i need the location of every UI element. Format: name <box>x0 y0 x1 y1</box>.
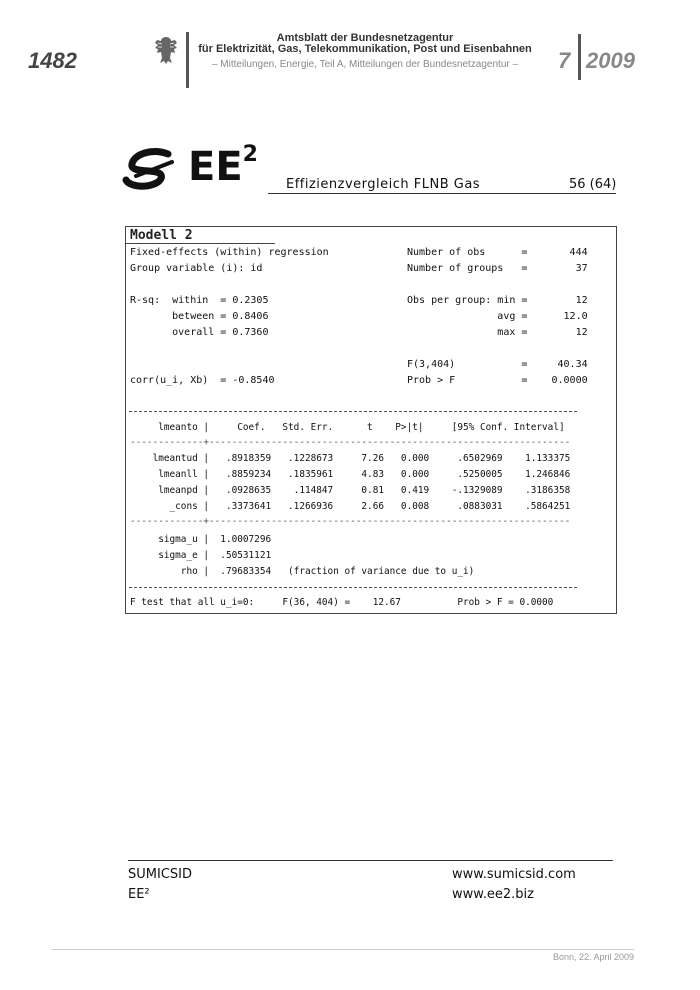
table-separator: -------------+---------------------------------------------------------------- <box>130 437 571 448</box>
header-divider <box>186 32 189 88</box>
table-separator: -------------+---------------------------------------------------------------- <box>130 516 571 527</box>
page-number: 1482 <box>28 48 77 73</box>
table-row: lmeantud | .8918359 .1228673 7.26 0.000 .6502969 1.133375 <box>130 453 571 464</box>
table-top-rule <box>129 411 577 412</box>
issue-divider <box>578 34 581 80</box>
f-test-line: F test that all u_i=0: F(36, 404) = 12.67 Prob > F = 0.0000 <box>130 597 554 608</box>
num-groups: Number of groups = 37 <box>407 263 588 274</box>
model-title: Modell 2 <box>130 228 193 243</box>
obs-per-group-max: max = 12 <box>407 327 588 338</box>
gazette-section: – Mitteilungen, Energie, Teil A, Mitteilungen der Bundesnetzagentur – <box>211 59 519 70</box>
report-underline <box>268 193 616 194</box>
table-row: _cons | .3373641 .1266936 2.66 0.008 .0883031 .5864251 <box>130 501 571 512</box>
footer-rule <box>128 860 613 861</box>
group-variable: Group variable (i): id <box>130 263 263 274</box>
report-page: 56 (64) <box>569 177 617 192</box>
obs-per-group-min: Obs per group: min = 12 <box>407 295 588 306</box>
table-row: lmeanpd | .0928635 .114847 0.81 0.419 -.1329089 .3186358 <box>130 485 571 496</box>
f-statistic: F(3,404) = 40.34 <box>407 359 588 370</box>
rsq-overall: overall = 0.7360 <box>130 327 269 338</box>
corr-ui-xb: corr(u_i, Xb) = -0.8540 <box>130 375 275 386</box>
federal-eagle-icon <box>152 34 180 66</box>
table-row: lmeanll | .8859234 .1835961 4.83 0.000 .5250005 1.246846 <box>130 469 571 480</box>
footer-brand: EE² <box>128 887 150 902</box>
sigma-u-row: sigma_u | 1.0007296 <box>130 534 272 545</box>
regression-type: Fixed-effects (within) regression <box>130 247 329 258</box>
model-title-rule <box>125 243 275 244</box>
issue-year: 2009 <box>586 48 635 73</box>
ee2-logo-icon <box>122 148 182 192</box>
rsq-between: between = 0.8406 <box>130 311 269 322</box>
publication-date: Bonn, 22. April 2009 <box>552 952 634 962</box>
page-bottom-rule <box>52 949 634 950</box>
gazette-title: Amtsblatt der Bundesnetzagentur <box>276 32 454 44</box>
rho-row: rho | .79683354 (fraction of variance due to u_i) <box>130 566 475 577</box>
gazette-subtitle: für Elektrizität, Gas, Telekommunikation, Post und Eisenbahnen <box>198 43 532 55</box>
obs-per-group-avg: avg = 12.0 <box>407 311 588 322</box>
ee2-logo-text: $EE^2$ <box>188 142 258 190</box>
footer-company: SUMICSID <box>128 867 192 882</box>
footer-url-ee2: www.ee2.biz <box>452 887 534 902</box>
sigma-e-row: sigma_e | .50531121 <box>130 550 272 561</box>
rsq-within: R-sq: within = 0.2305 <box>130 295 269 306</box>
prob-f: Prob > F = 0.0000 <box>407 375 588 386</box>
table-bottom-rule <box>129 587 577 588</box>
num-obs: Number of obs = 444 <box>407 247 588 258</box>
issue-number: 7 <box>558 48 571 73</box>
report-title: Effizienzvergleich FLNB Gas <box>286 177 481 192</box>
table-header: lmeanto | Coef. Std. Err. t P>|t| [95% Conf. Interval] <box>130 422 565 433</box>
footer-url-sumicsid: www.sumicsid.com <box>452 867 576 882</box>
